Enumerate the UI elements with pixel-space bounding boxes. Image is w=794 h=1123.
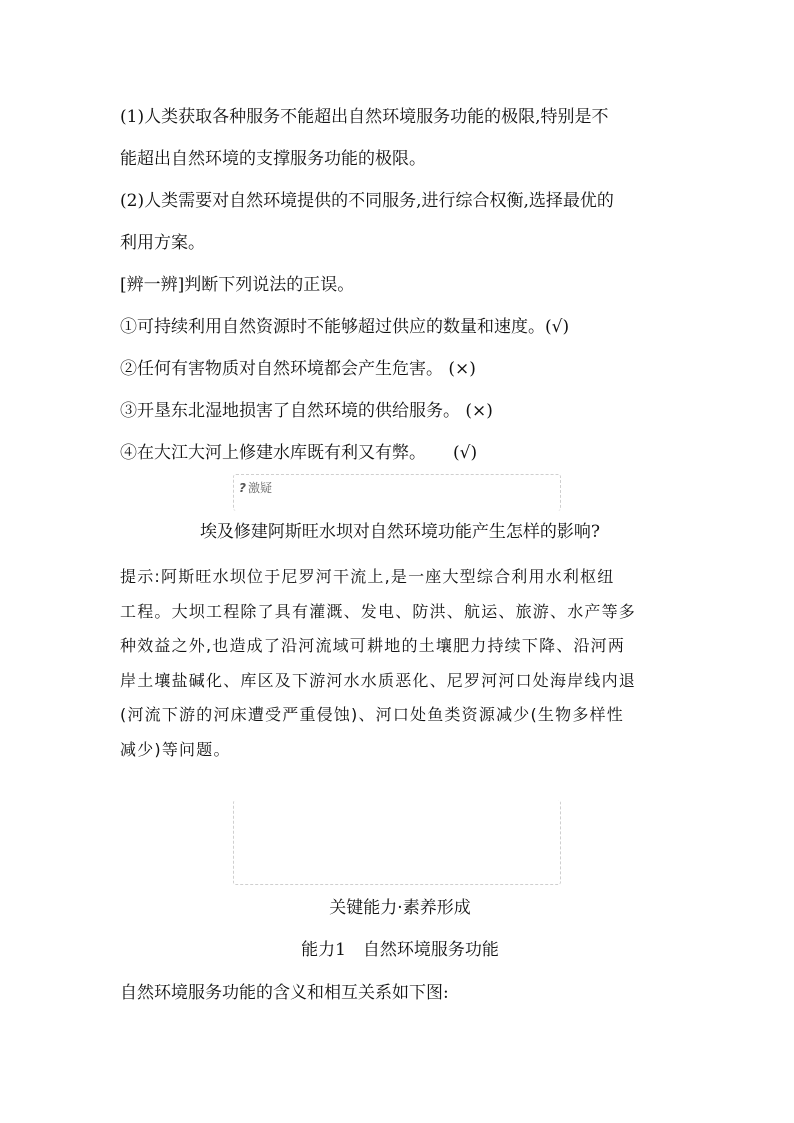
answer-line-2: 工程。大坝工程除了具有灌溉、发电、防洪、航运、旅游、水产等多 bbox=[120, 601, 637, 621]
answer-line-5: (河流下游的河床遭受严重侵蚀)、河口处鱼类资源减少(生物多样性 bbox=[120, 705, 624, 724]
paragraph-1 bbox=[120, 96, 680, 180]
section-subtitle: 能力1 自然环境服务功能 bbox=[301, 940, 499, 960]
judge-item-3: ③开垦东北湿地损害了自然环境的供给服务。 (×) bbox=[120, 401, 493, 421]
answer-line-4: 岸土壤盐碱化、库区及下游河水水质恶化、尼罗河河口处海岸线内退 bbox=[120, 670, 637, 690]
judge-item-2: ②任何有害物质对自然环境都会产生危害。 (×) bbox=[120, 359, 476, 379]
question-mark-icon: ? bbox=[239, 481, 246, 495]
judge-heading: [辨一辨]判断下列说法的正误。 bbox=[120, 275, 355, 295]
section-intro: 自然环境服务功能的含义和相互关系如下图: bbox=[120, 983, 449, 1003]
judge-item-4: ④在大江大河上修建水库既有利又有弊。 (√) bbox=[120, 443, 478, 463]
answer-line-1: 提示:阿斯旺水坝位于尼罗河干流上,是一座大型综合利用水利枢纽 bbox=[120, 567, 615, 586]
paragraph-2-line-2: 利用方案。 bbox=[120, 233, 205, 253]
judge-section bbox=[120, 264, 680, 474]
inquiry-label-text: 激疑 bbox=[247, 481, 272, 495]
judge-item-1: ①可持续利用自然资源时不能够超过供应的数量和速度。(√) bbox=[120, 317, 570, 337]
inquiry-answer bbox=[120, 560, 676, 767]
paragraph-1-line-1: (1)人类获取各种服务不能超出自然环境服务功能的极限,特别是不 bbox=[120, 107, 609, 127]
paragraph-2-line-1: (2)人类需要对自然环境提供的不同服务,进行综合权衡,选择最优的 bbox=[120, 191, 614, 211]
answer-line-6: 减少)等问题。 bbox=[120, 739, 231, 759]
inquiry-box-bottom bbox=[233, 800, 561, 885]
section-title: 关键能力·素养形成 bbox=[329, 898, 471, 918]
paragraph-2 bbox=[120, 180, 680, 264]
inquiry-question: 埃及修建阿斯旺水坝对自然环境功能产生怎样的影响? bbox=[199, 522, 601, 542]
inquiry-label bbox=[239, 479, 272, 496]
paragraph-1-line-2: 能超出自然环境的支撑服务功能的极限。 bbox=[120, 149, 426, 169]
answer-line-3: 种效益之外,也造成了沿河流域可耕地的土壤肥力持续下降、沿河两 bbox=[120, 636, 626, 655]
inquiry-box-top bbox=[233, 474, 561, 511]
